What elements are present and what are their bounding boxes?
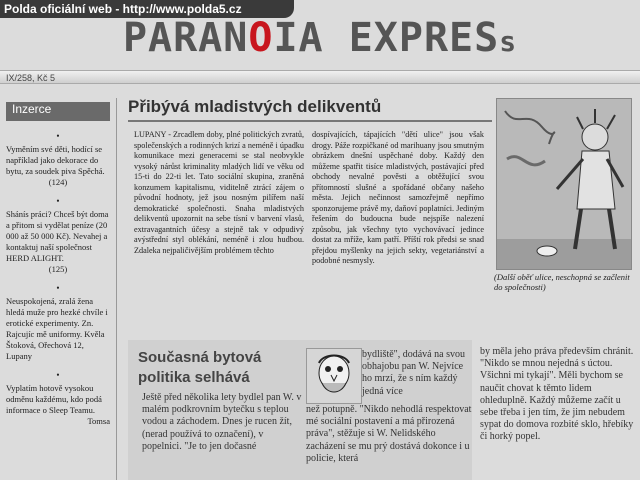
ad-text: Vyplatím hotově vysokou odměnu každému, kdo podá informace o Sleep Teamu. xyxy=(6,383,102,415)
masthead-part2: IA EXPRES xyxy=(273,15,500,61)
article-column-1: LUPANY - Zrcadlem doby, plné politických zvratů, společenských a rodinných krizí a neméně i úpadku komunikace mezi generacemi se stal neobvykle vysoký nárůst kriminality mladých lidí ve věku od 15-ti do 22-ti let. Tato sociální skupina, zraněná konzumem kapitalismu, viditelně ztrácí zájem o původní hodnoty, jež jsou nosným pilířem naší demokratické společnosti. Snaha mladistvých delikventů upozornit na sebe tísní v barvení vlasů, extravagantních účesy a stejně tak v odpudivý avýstřední styl oblékání, neméně i zlou hudbou. Zdaleka nejpaličivějším problémem těchto xyxy=(134,130,304,255)
photo-caption: (Další oběť ulice, neschopná se začlenit do společnosti) xyxy=(494,272,630,292)
issue-number: IX/258, Kč 5 xyxy=(6,73,56,83)
newspaper-masthead xyxy=(0,12,640,64)
title-underline xyxy=(128,120,492,122)
ad-text: Vyměním své děti, hodící se například jako dekorace do bytu, za soudek piva Spěchá. xyxy=(6,144,105,176)
separator-dot: • xyxy=(56,131,60,141)
article2-column-2-top: bydliště", dodává na svou obhajobu pan W. Nejvíce ho mrzí, že s ním každý jedná více xyxy=(362,349,465,397)
separator-dot: • xyxy=(56,283,60,293)
masthead-small-s: s xyxy=(499,25,518,58)
article-column-2: dospívajících, tápajících "dětí ulice" jsou však drogy. Páže rozpičkané od marihuany jsou smutným obrázkem dnešní uspěchané doby. Každý den můžeme spatřit tisíce mladistvých, postávající před obchody nevalné pověsti a obtěžující svou přítomností slušné a spořádané občany našeho města. Jejich nečinnost samozřejmě nepřímo sponzorujeme právě my, daňoví poplatníci. Jediným řešením do budoucna bude nejspíše nalezení způsobu, jak všechny tyto vychovávací jedince dostat za mříže, kam patří. Příští rok předsi se snad přejdou myšlenky na jejich sekty, vegetariánství a podobné nesmysly. xyxy=(312,130,484,265)
masthead-part1: PARAN xyxy=(122,15,249,61)
ad-text: Shánís práci? Chceš být doma a přitom si vydělat peníze (20 000 až 50 000 Kč). Nevahej a kontaktuj naší společnost HERD ALIGHT. xyxy=(6,209,109,263)
old-man-caricature xyxy=(306,348,362,404)
ad-number: (125) xyxy=(48,264,68,274)
separator-dot: • xyxy=(56,196,60,206)
issue-info-bar xyxy=(0,70,640,84)
masthead-red-o: O xyxy=(248,15,274,61)
caricature-illustration xyxy=(307,349,361,403)
ad-signature: Tomsa xyxy=(87,416,110,426)
article2-column-2-bottom: než potupně. "Nikdo nehodlá respektovat mé sociální postavení a má přirozená práva", stěžuje si W. Nelidského zacházení se mu prý dostává dokonce i u policie, která xyxy=(306,404,472,464)
ad-number: (124) xyxy=(48,177,68,187)
article2-title: Současná bytová politika selhává xyxy=(138,349,262,386)
ads-sidebar xyxy=(6,102,110,480)
ad-text: Neuspokojená, zralá žena hledá muže pro hezké chvíle i erotické experimenty. Zn. Rajcujíc mě uniformy. Kvěla Štoková, Ořechová 12, Lupany xyxy=(6,296,108,361)
site-url-banner[interactable]: Polda oficiální web - http://www.polda5.cz xyxy=(0,0,294,18)
ads-header: Inzerce xyxy=(6,102,110,121)
article-photo xyxy=(496,98,632,270)
ad-item xyxy=(6,144,110,188)
ad-item xyxy=(6,296,110,362)
article2-column-1: Ještě před několika lety bydlel pan W. v malém podkrovním bytečku s teplou vodou a záchodem. Dnes je rucen žít, (nerad používá to označení), v popelnici. "Je to jen dočasné xyxy=(142,392,302,452)
column-divider xyxy=(116,98,117,480)
article-title: Přibývá mladistvých delikventů xyxy=(128,97,382,116)
ad-item xyxy=(6,209,110,275)
ad-item xyxy=(6,383,110,427)
graffiti-figure-illustration xyxy=(497,99,631,269)
article2-column-3: by měla jeho práva především chránit. "Nikdo se mnou nejedná s úctou. Všichni mi tykají". Měli bychom se naučit chovat k těmto lidem ohleduplně. Každý můžeme začít u sebe třeba i jen tím, že jim nebudem sypat do domova rozbité sklo, hřebíky či horký popel. xyxy=(480,346,634,443)
separator-dot: • xyxy=(56,370,60,380)
